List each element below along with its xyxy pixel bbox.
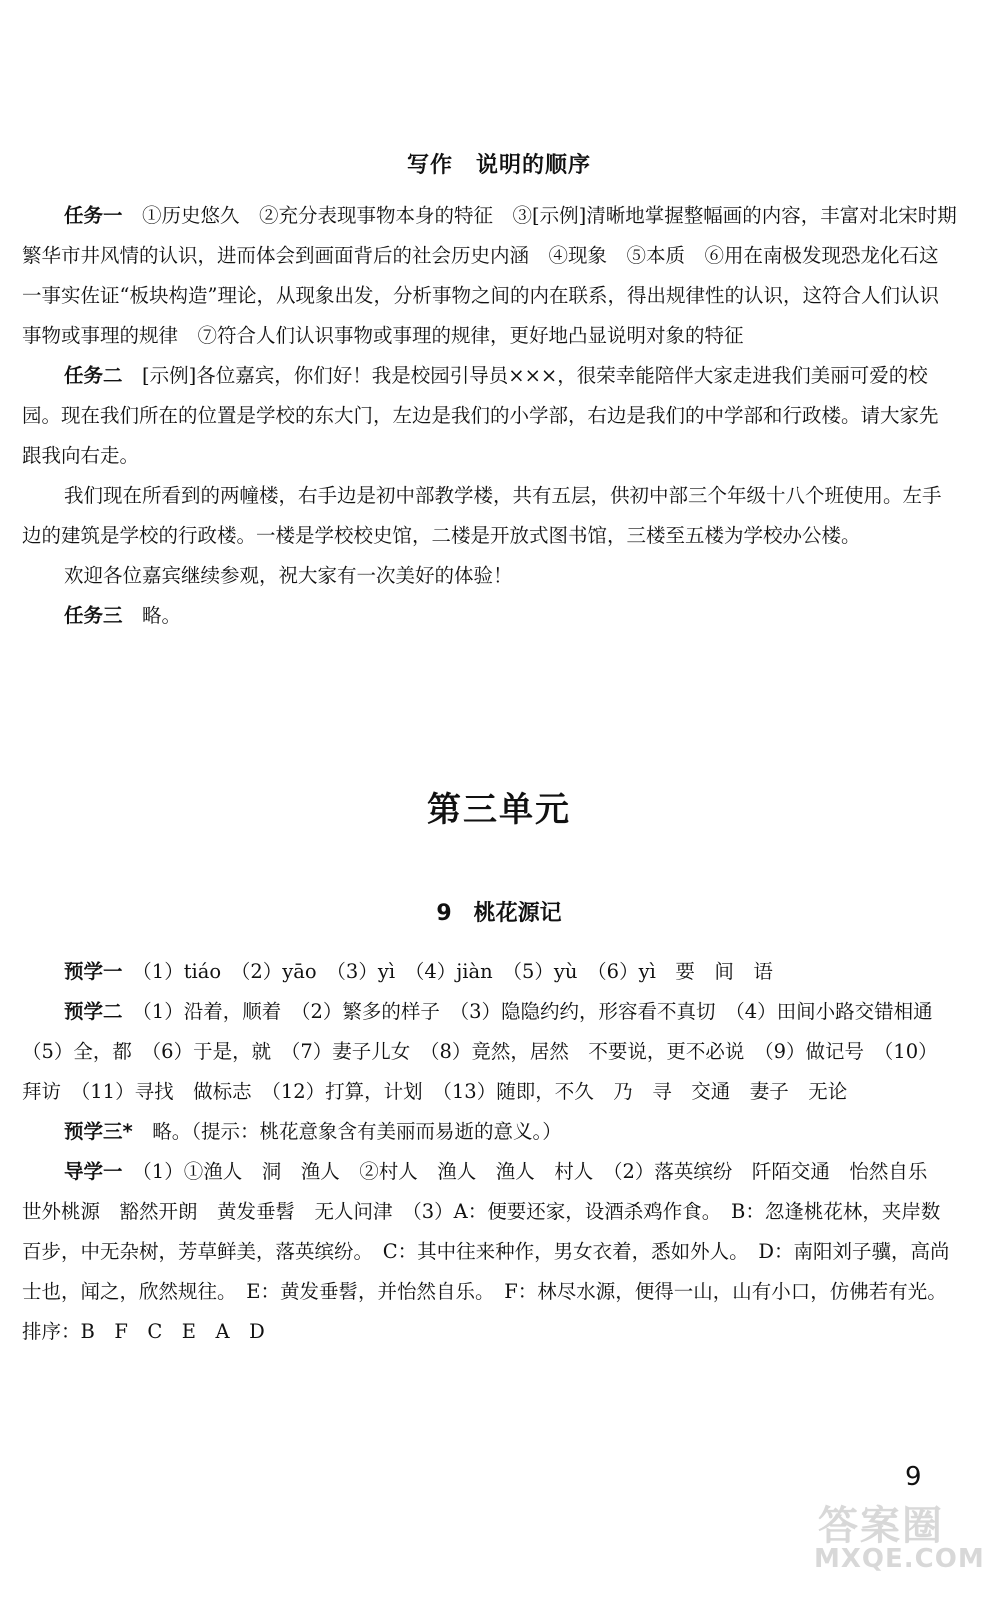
task2-paragraph-1 <box>22 356 957 476</box>
task2-paragraph-2: 我们现在所看到的两幢楼，右手边是初中部教学楼，共有五层，供初中部三个年级十八个班使用。左手边的建筑是学校的行政楼。一楼是学校校史馆，二楼是开放式图书馆，三楼至五楼为学校办公楼。 <box>22 484 942 547</box>
pre2-text: （1）沿着，顺着 （2）繁多的样子 （3）隐隐约约，形容看不真切 （4）田间小路交错相通 （5）全，都 （6）于是，就 （7）妻子儿女 （8）竟然，居然 不要说，更不必说 （9）做记号 （10）拜访 （11）寻找 做标志 （12）打算，计划 （13）随即，不久 乃 寻 交通 妻子 无论 <box>22 1000 953 1103</box>
pre1-label: 预学一 <box>64 960 123 983</box>
task1-text: ①历史悠久 ②充分表现事物本身的特征 ③[示例]清晰地掌握整幅画的内容，丰富对北宋时期繁华市井风情的认识，进而体会到画面背后的社会历史内涵 ④现象 ⑤本质 ⑥用在南极发现恐龙化石这一事实佐证“板块构造”理论，从现象出发，分析事物之间的内在联系，得出规律性的认识，这符合人们认识事物或事理的规律 ⑦符合人们认识事物或事理的规律，更好地凸显说明对象的特征 <box>22 204 957 347</box>
section-heading-writing: 写作 说明的顺序 <box>406 153 591 178</box>
pre3-paragraph <box>22 1112 957 1152</box>
lesson-answers <box>22 952 957 1352</box>
task2-label: 任务二 <box>64 364 123 387</box>
pre1-text: （1）tiáo （2）yāo （3）yì （4）jiàn （5）yù （6）yì 要 间 语 <box>142 960 773 983</box>
writing-tasks <box>22 196 957 636</box>
task3-text: 略。 <box>142 604 182 627</box>
watermark-text-url: MXQE.COM <box>814 1544 985 1574</box>
task1-label: 任务一 <box>64 204 123 227</box>
task2-paragraph-3: 欢迎各位嘉宾继续参观，祝大家有一次美好的体验！ <box>64 564 513 587</box>
guide1-label: 导学一 <box>64 1160 123 1183</box>
unit-title: 第三单元 <box>427 790 571 830</box>
task3-paragraph <box>22 596 957 636</box>
watermark-logo <box>812 1488 987 1588</box>
pre3-label: 预学三* <box>64 1120 133 1143</box>
page-number: 9 <box>905 1462 922 1492</box>
task3-label: 任务三 <box>64 604 123 627</box>
guide1-paragraph <box>22 1152 957 1352</box>
lesson-title: 9 桃花源记 <box>436 901 562 926</box>
task1-paragraph <box>22 196 957 356</box>
pre2-paragraph <box>22 992 957 1112</box>
pre3-text: 略。（提示：桃花意象含有美丽而易逝的意义。） <box>152 1120 562 1143</box>
task2-text-1: [示例]各位嘉宾，你们好！我是校园引导员×××，很荣幸能陪伴大家走进我们美丽可爱的校园。现在我们所在的位置是学校的东大门，左边是我们的小学部，右边是我们的中学部和行政楼。请大家先跟我向右走。 <box>22 364 939 467</box>
watermark-text-cn: 答案圈 <box>818 1503 944 1549</box>
guide1-text: （1）①渔人 洞 渔人 ②村人 渔人 渔人 村人 （2）落英缤纷 阡陌交通 怡然自乐 世外桃源 豁然开朗 黄发垂髫 无人问津 （3）A：便要还家，设酒杀鸡作食。 B：忽逢桃花林，夹岸数百步，中无杂树，芳草鲜美，落英缤纷。 C：其中往来种作，男女衣着，悉如外人。 D：南阳刘子骥，高尚士也，闻之，欣然规往。 E：黄发垂髫，并怡然自乐。 F：林尽水源，便得一山，山有小口，仿佛若有光。 排序：B F C E A D <box>22 1160 957 1343</box>
pre1-paragraph <box>22 952 957 992</box>
pre2-label: 预学二 <box>64 1000 123 1023</box>
